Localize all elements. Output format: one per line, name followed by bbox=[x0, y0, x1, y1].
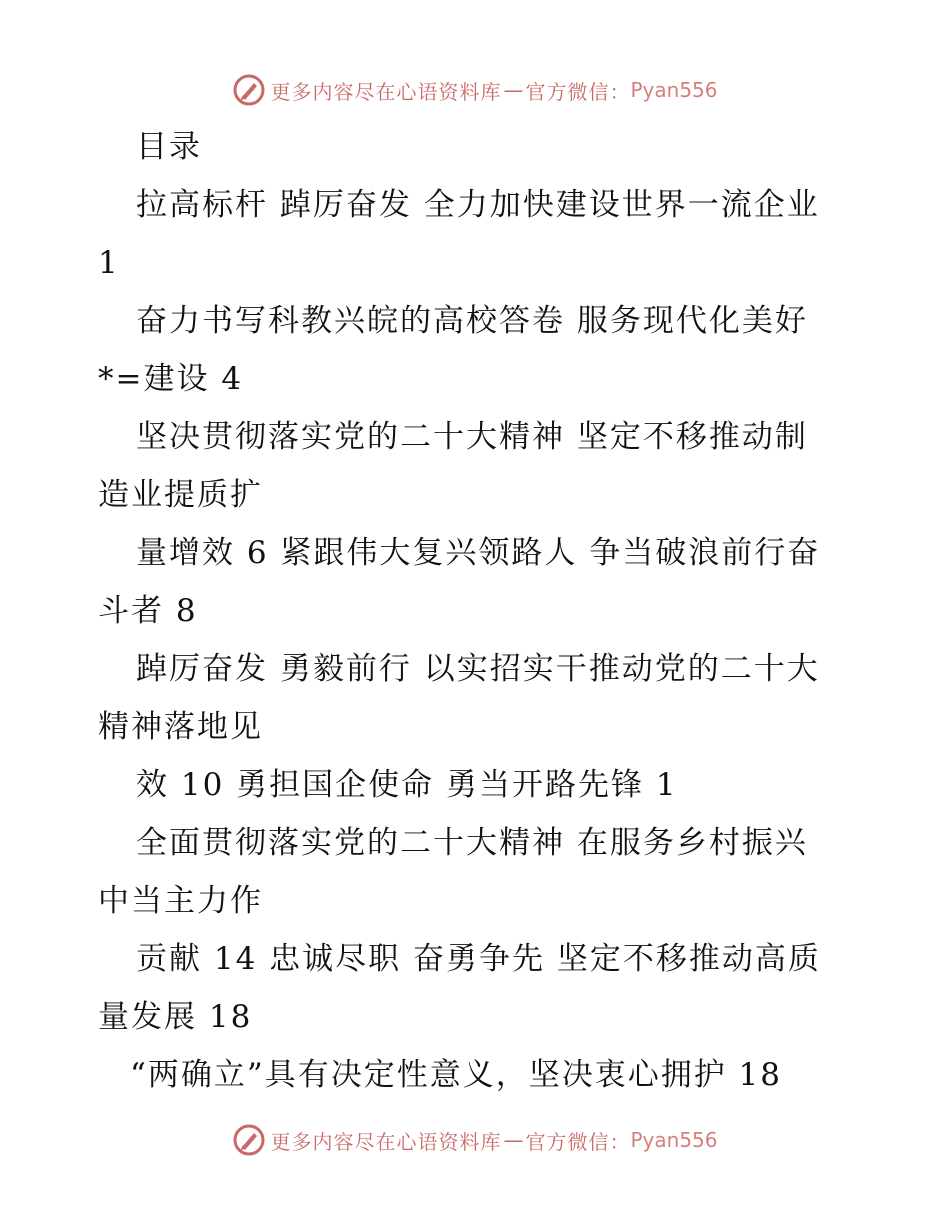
watermark-account-label: 官方微信： bbox=[525, 79, 631, 104]
toc-content bbox=[98, 118, 858, 1104]
watermark-header bbox=[0, 70, 950, 110]
toc-title: 目录 bbox=[136, 129, 202, 165]
watermark-account-id: Pyan556 bbox=[630, 1128, 718, 1152]
pen-logo-icon bbox=[232, 73, 266, 107]
toc-line: 坚决贯彻落实党的二十大精神 坚定不移推动制 bbox=[136, 419, 808, 455]
toc-line: 效 10 勇担国企使命 勇当开路先锋 1 bbox=[136, 767, 678, 803]
toc-line: 造业提质扩 bbox=[98, 477, 263, 513]
pen-logo-icon bbox=[232, 1123, 266, 1157]
toc-line: “两确立”具有决定性意义，坚决衷心拥护 18 bbox=[130, 1057, 782, 1093]
toc-line: 拉高标杆 踔厉奋发 全力加快建设世界一流企业 bbox=[136, 187, 820, 223]
toc-line: *=建设 4 bbox=[98, 361, 244, 397]
toc-line: 量增效 6 紧跟伟大复兴领路人 争当破浪前行奋 bbox=[136, 535, 821, 571]
toc-line: 踔厉奋发 勇毅前行 以实招实干推动党的二十大 bbox=[136, 651, 820, 687]
watermark-separator: — bbox=[503, 78, 524, 102]
watermark-account-label: 官方微信： bbox=[525, 1129, 631, 1154]
toc-line: 斗者 8 bbox=[98, 593, 198, 629]
watermark-account-id: Pyan556 bbox=[630, 78, 718, 102]
toc-line: 精神落地见 bbox=[98, 709, 263, 745]
toc-line: 量发展 18 bbox=[98, 999, 253, 1035]
toc-line: 中当主力作 bbox=[98, 883, 263, 919]
watermark-separator: — bbox=[503, 1128, 524, 1152]
toc-line: 奋力书写科教兴皖的高校答卷 服务现代化美好 bbox=[136, 303, 808, 339]
toc-line: 贡献 14 忠诚尽职 奋勇争先 坚定不移推动高质 bbox=[136, 941, 821, 977]
watermark-footer bbox=[0, 1120, 950, 1160]
watermark-text: 更多内容尽在心语资料库 bbox=[270, 1129, 502, 1154]
watermark-text: 更多内容尽在心语资料库 bbox=[270, 79, 502, 104]
toc-line: 全面贯彻落实党的二十大精神 在服务乡村振兴 bbox=[136, 825, 808, 861]
toc-line: 1 bbox=[98, 245, 120, 281]
